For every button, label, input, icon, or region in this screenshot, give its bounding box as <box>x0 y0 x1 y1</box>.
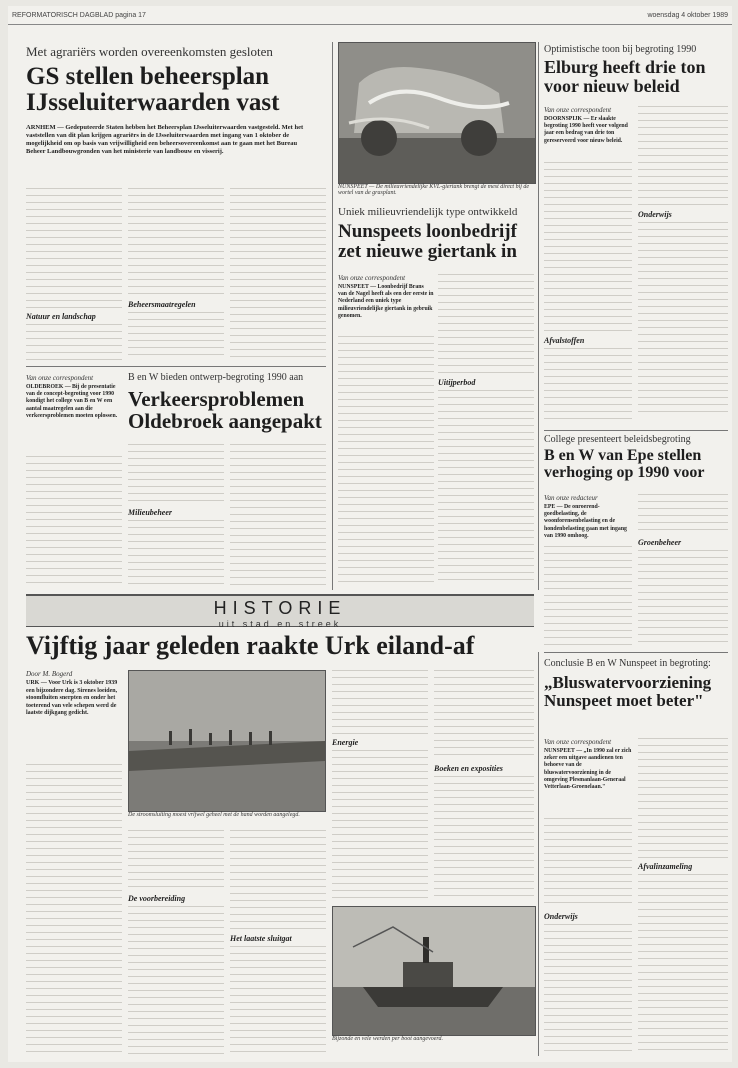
art3-col2 <box>638 106 728 424</box>
art5-sub1: Groenbeheer <box>638 538 682 547</box>
art2-lead: NUNSPEET — Loonbedrijf Brans van de Nagel heeft als een der eerste in Nederland een uniek type milieuvriendelijke giertank in gebruik genomen. <box>338 284 434 319</box>
art3-byline: Van onze correspondent <box>544 106 612 114</box>
art2-col2 <box>438 274 534 586</box>
art3-lead: DOORNSPIJK — Er slaakte begroting 1990 heeft voor volgend jaar een bedrag van drie ton gereserveerd voor nieuw beleid. <box>544 116 628 144</box>
art7-title: „Bluswatervoorziening Nunspeet moet beter" <box>544 673 712 710</box>
art2-byline: Van onze correspondent <box>338 274 406 282</box>
art6-col4 <box>332 670 428 900</box>
art1-sub2: Beheersmaatregelen <box>128 300 196 309</box>
art3-sub1: Afvalstoffen <box>544 336 585 345</box>
giertank-photo-image <box>339 43 535 183</box>
historie-title: HISTORIE <box>213 598 347 618</box>
ship-photo-caption: Bijzonde en vele werden per boot aangevoerd. <box>332 1036 444 1042</box>
art1-col3 <box>230 188 326 360</box>
art3-col1 <box>544 162 632 424</box>
art1-col2 <box>128 188 224 360</box>
giertank-photo-caption: NUNSPEET — De milieuvriendelijke KVL-giertank brengt de mest direct bij de wortel van de grasplant. <box>338 184 530 196</box>
art2-kicker: Uniek milieuvriendelijk type ontwikkeld <box>338 206 518 218</box>
art6-col1 <box>26 764 122 1054</box>
art4-title: Verkeersproblemen Oldebroek aangepakt <box>128 387 322 434</box>
art7-col1 <box>544 818 632 1054</box>
header-left: REFORMATORISCH DAGBLAD pagina 17 <box>12 12 146 19</box>
column-rule-2 <box>538 42 539 590</box>
art6-sub1: De voorbereiding <box>128 894 186 903</box>
art4-lead: OLDEBROEK — Bij de presentatie van de concept-begroting voor 1990 kondigt het college van B en W een aantal maatregelen aan die verkeersproblemen moeten oplossen. <box>26 384 118 419</box>
art6-sub2: Het laatste sluitgat <box>230 934 292 943</box>
art4-sub1: Milieubeheer <box>128 508 172 517</box>
art5-kicker: College presenteert beleidsbegroting <box>544 434 691 445</box>
art2-title: Nunspeets loonbedrijf zet nieuwe giertank in <box>338 221 517 262</box>
urk-photo <box>128 670 326 812</box>
art1-title: GS stellen beheersplan IJsseluiterwaarden vast <box>26 63 280 117</box>
art5-lead: EPE — De onroerend-goedbelasting, de woonforensenbelasting en de hondenbelasting gaan met ingang van 1990 omhoog. <box>544 504 627 539</box>
art6-col5 <box>434 670 534 900</box>
art4-col2 <box>128 444 224 586</box>
art4-col3 <box>230 444 326 586</box>
art4-kicker: B en W bieden ontwerp-begroting 1990 aan <box>128 372 304 383</box>
art7-col2 <box>638 738 728 1054</box>
urk-photo-caption: De stroomsluiting moest vrijwel geheel met de hand worden aangelegd. <box>128 812 300 818</box>
art1-kicker: Met agrariërs worden overeenkomsten gesloten <box>26 44 273 59</box>
art6-title: Vijftig jaar geleden raakte Urk eiland-af <box>26 631 475 660</box>
column-rule <box>332 42 333 590</box>
article-rule <box>26 366 326 367</box>
header-right: woensdag 4 oktober 1989 <box>647 12 728 19</box>
art6-col2 <box>128 830 224 1054</box>
ship-photo <box>332 906 536 1036</box>
column-rule-3 <box>538 652 539 1056</box>
historie-subtitle: uit stad en streek <box>218 619 342 629</box>
art6-sub3: Energie <box>332 738 359 747</box>
art5-byline: Van onze redacteur <box>544 494 598 502</box>
art7-lead: NUNSPEET — „In 1990 zal er zich zeker een uitgave aandienen ten behoeve van de bluswatervoorziening in de omgeving Plesmanlaan-Generaal Vetterlaan-Groenelaan." <box>544 748 632 791</box>
art5-title: B en W van Epe stellen verhoging op 1990 voor <box>544 447 705 481</box>
article-rule-2 <box>544 430 728 431</box>
art6-sub4: Boeken en exposities <box>434 764 503 773</box>
art1-lead: ARNHEM — Gedeputeerde Staten hebben het Beheersplan IJsseluiterwaarden vastgesteld. Met het vaststellen van dit plan krijgen agrariërs in de IJsseluiterwaarden met ingang van 1 oktober de mogelijkheid om op basis van vrijwilligheid een beheersovereenkomst aan te gaan met het Bureau Beheer Landbouwgronden van het ministerie van landbouw en visserij. <box>26 124 304 156</box>
art5-col1 <box>544 546 632 646</box>
art6-byline: Door M. Bogerd <box>26 670 73 678</box>
ship-photo-image <box>333 907 535 1035</box>
art7-sub1: Onderwijs <box>544 912 578 921</box>
art6-col3 <box>230 830 326 1054</box>
art7-kicker: Conclusie B en W Nunspeet in begroting: <box>544 658 711 669</box>
art2-sub1: Uitijperbod <box>438 378 476 387</box>
art1-col1 <box>26 188 122 360</box>
art3-sub2: Onderwijs <box>638 210 672 219</box>
article-rule-3 <box>544 652 728 653</box>
art3-kicker: Optimistische toon bij begroting 1990 <box>544 44 697 55</box>
historie-band <box>26 594 534 627</box>
urk-photo-image <box>129 671 325 811</box>
art6-lead: URK — Voor Urk is 3 oktober 1939 een bijzondere dag. Sirenes loeiden, stoomfluiten snerpten en onder het toeterend van vele schepen werd de laatste dijkgang gedicht. <box>26 680 118 716</box>
art4-byline: Van onze correspondent <box>26 374 94 382</box>
art3-title: Elburg heeft drie ton voor nieuw beleid <box>544 57 706 96</box>
art4-col1 <box>26 456 122 586</box>
art7-byline: Van onze correspondent <box>544 738 612 746</box>
art7-sub2: Afvalinzameling <box>638 862 693 871</box>
art5-col2 <box>638 494 728 646</box>
page-header <box>8 6 732 25</box>
newspaper-page <box>8 6 732 1062</box>
art1-sub1: Natuur en landschap <box>26 312 96 321</box>
art2-col1 <box>338 336 434 586</box>
giertank-photo <box>338 42 536 184</box>
